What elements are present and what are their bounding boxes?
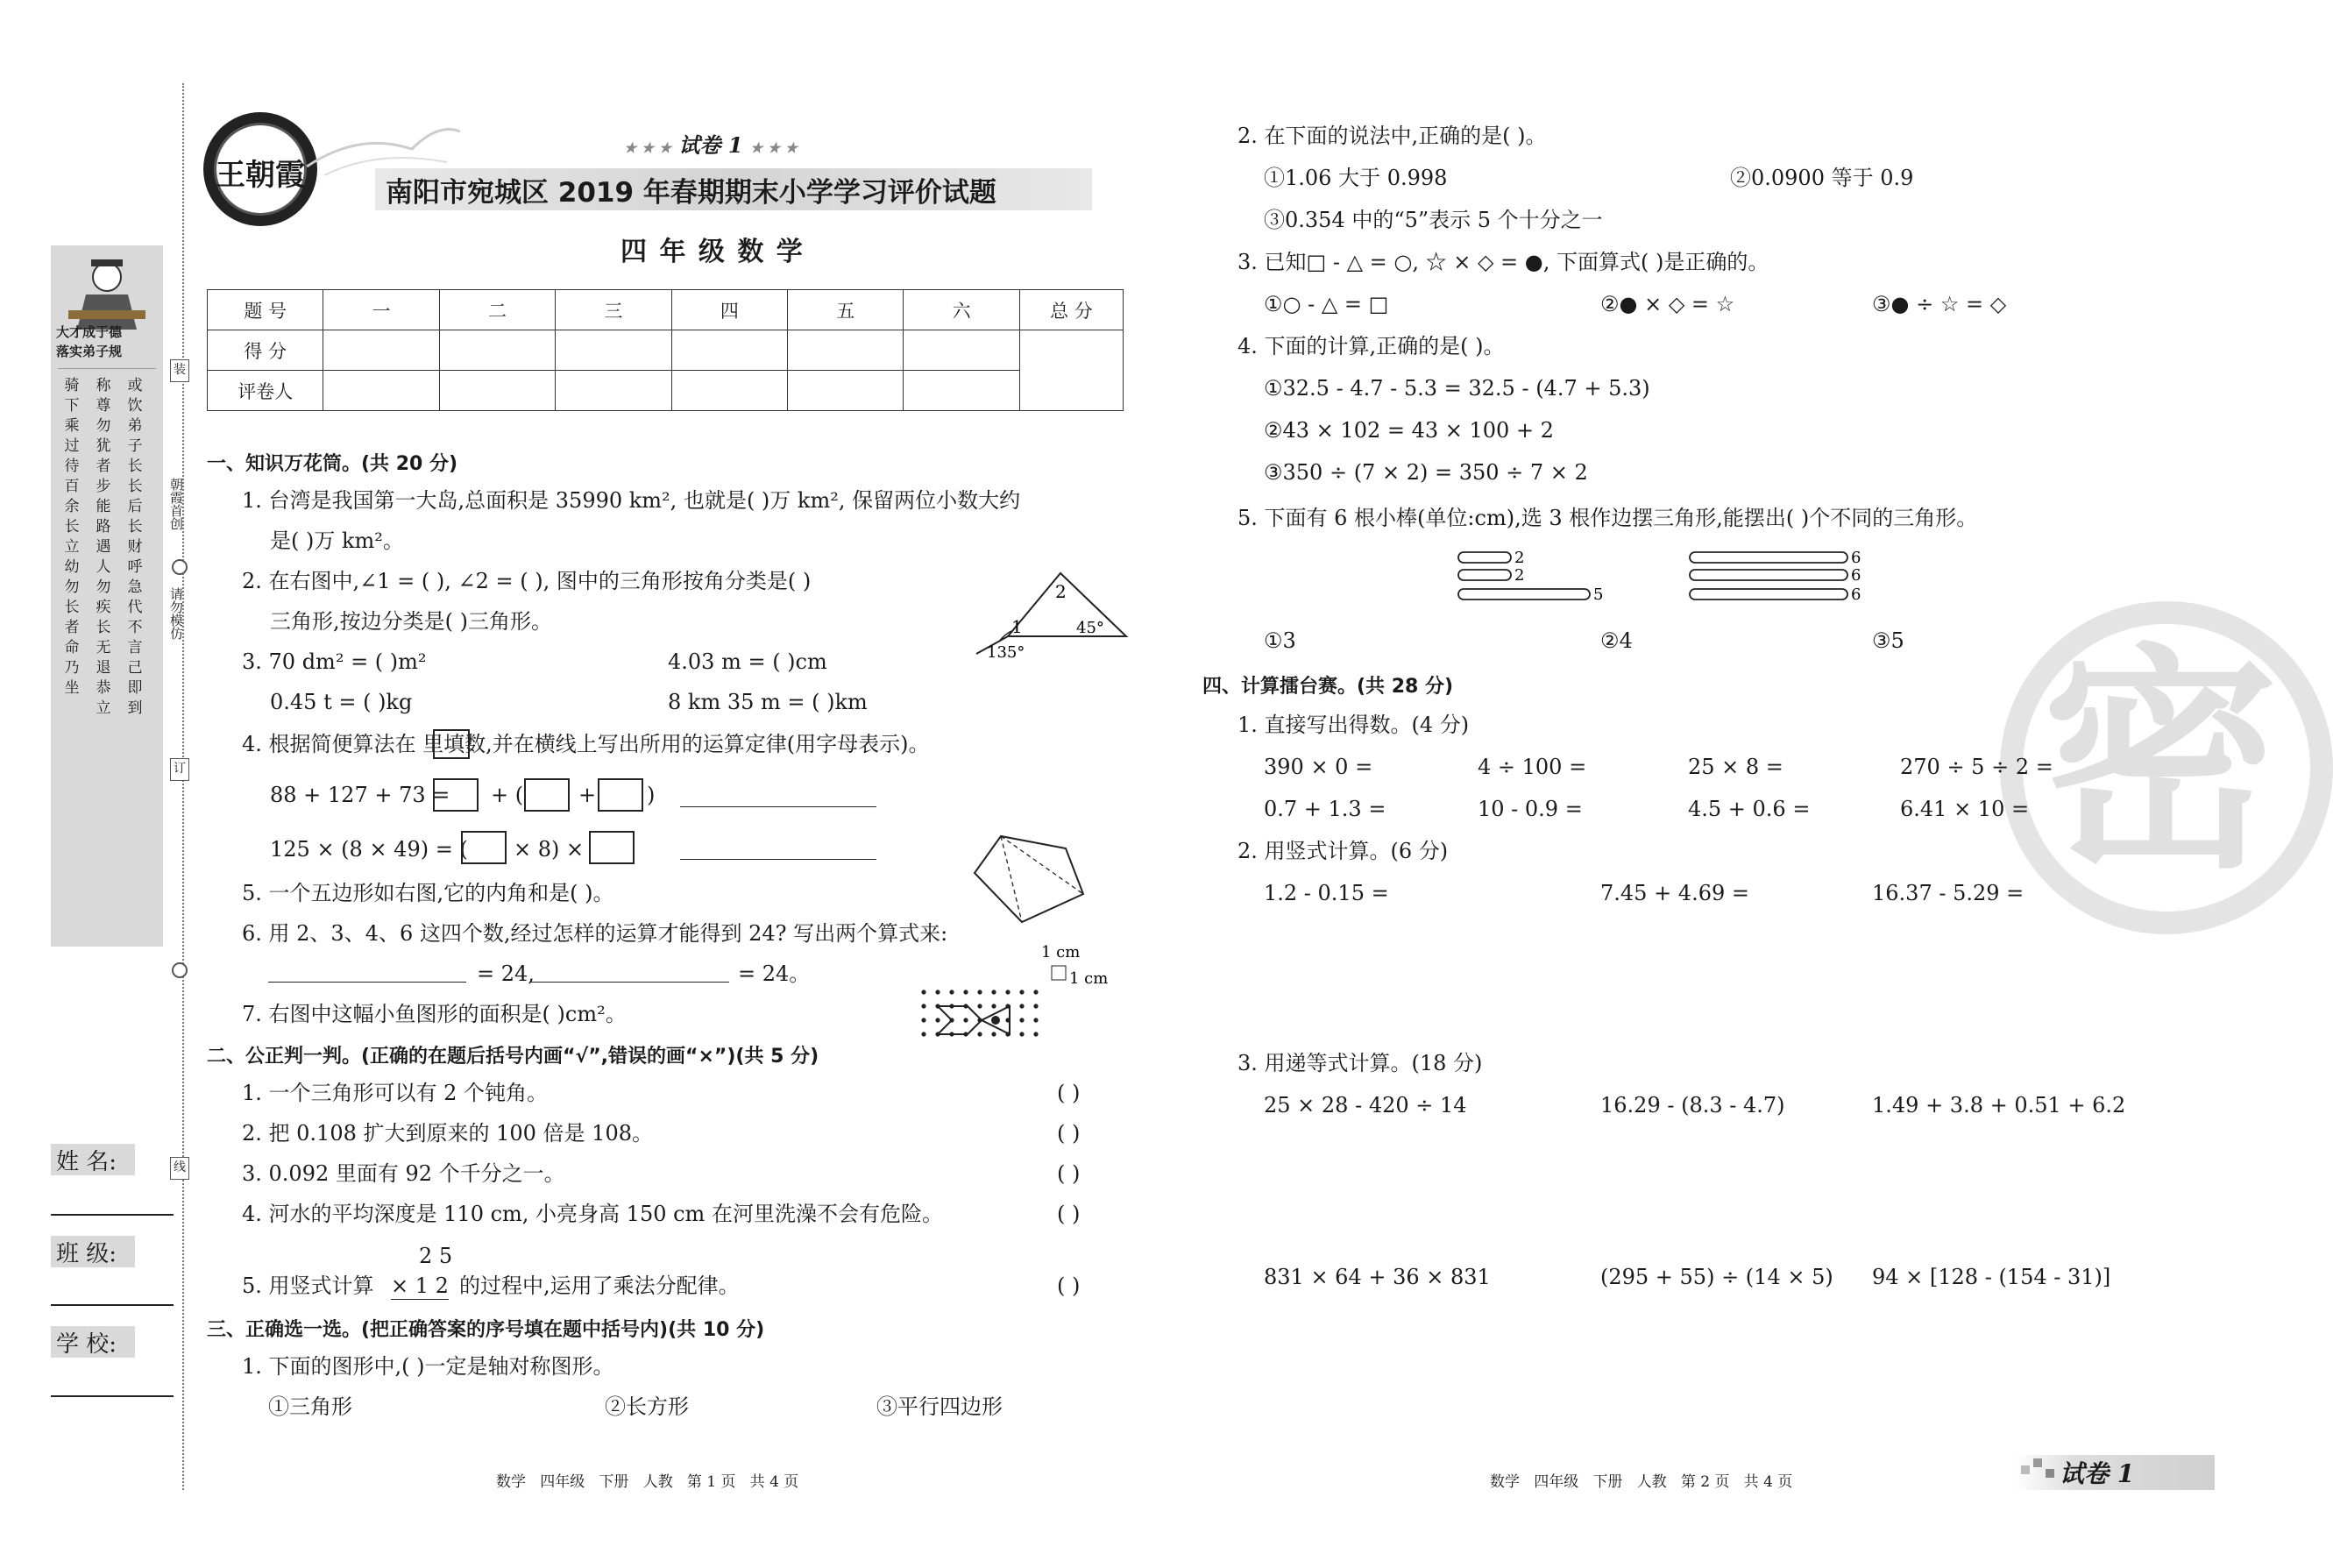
grid-dot — [935, 990, 940, 994]
binding-mark-2: 订 — [170, 758, 189, 781]
q1-5: 5. 一个五边形如右图,它的内角和是( )。 — [242, 881, 614, 905]
q1-4-box-sample — [433, 729, 470, 759]
choice-4-question: 4. 下面的计算,正确的是( )。 — [1237, 334, 1505, 358]
calc-1-title: 1. 直接写出得数。(4 分) — [1237, 713, 1470, 737]
choice-3-option-3: ③● ÷ ☆ = ◇ — [1872, 292, 2007, 316]
grader-cell[interactable] — [323, 371, 439, 411]
q1-3-d: 8 km 35 m = ( )km — [668, 690, 868, 714]
q1-1-line1: 1. 台湾是我国第一大岛,总面积是 35990 km², 也就是( )万 km², 保留两位小数大约 — [242, 488, 1021, 513]
judge-item-3: 3. 0.092 里面有 92 个千分之一。 — [242, 1161, 565, 1186]
grader-cell[interactable] — [556, 371, 671, 411]
grid-unit-label-1: 1 cm — [1041, 943, 1081, 961]
calc-3-item-5: (295 + 55) ÷ (14 × 5) — [1600, 1265, 1833, 1289]
calc-2-item-2: 7.45 + 4.69 = — [1600, 881, 1749, 905]
binding-hole-2 — [172, 559, 188, 575]
score-row-label: 得 分 — [208, 330, 323, 371]
calc-3-item-6: 94 × [128 - (154 - 31)] — [1872, 1265, 2111, 1289]
slogan-line-1: 大才成于德 — [56, 324, 123, 340]
slogan-line-2: 落实弟子规 — [56, 344, 123, 359]
q1-4-box-5[interactable] — [589, 831, 635, 864]
triangle-label-1: 1 — [1011, 616, 1023, 637]
judge-item-4: 4. 河水的平均深度是 110 cm, 小亮身高 150 cm 在河里洗澡不会有危险。 — [242, 1202, 943, 1226]
stick-label-6: 6 — [1851, 585, 1861, 604]
exam-title: 南阳市宛城区 2019 年春期期末小学学习评价试题 — [386, 177, 996, 209]
q1-7: 7. 右图中这幅小鱼图形的面积是( )cm²。 — [242, 1002, 627, 1026]
choice-3-question: 3. 已知□ - △ = ○, ☆ × ◇ = ●, 下面算式( )是正确的。 — [1237, 250, 1769, 274]
class-field[interactable] — [51, 1304, 174, 1306]
grid-dot — [991, 1032, 996, 1036]
grid-dot — [977, 1004, 982, 1008]
triangle-label-135: 135° — [987, 643, 1025, 662]
score-header-7: 总 分 — [1019, 290, 1123, 330]
score-cell[interactable] — [323, 330, 439, 371]
choice-1-option-2: ②长方形 — [605, 1394, 689, 1419]
grid-dot — [1019, 1032, 1024, 1036]
pentagon-figure — [971, 831, 1094, 927]
calc-2-title: 2. 用竖式计算。(6 分) — [1237, 839, 1449, 863]
binding-line — [182, 83, 184, 1490]
calc-3-item-1: 25 × 28 - 420 ÷ 14 — [1264, 1093, 1467, 1117]
q1-4-row1-c: + — [578, 783, 597, 807]
calc-1-item-7: 4.5 + 0.6 = — [1688, 797, 1811, 821]
judge-bracket-4[interactable]: ( ) — [1057, 1202, 1081, 1226]
choice-5-option-3: ③5 — [1872, 628, 1904, 653]
q1-4-prompt: 4. 根据简便算法在 里填数,并在横线上写出所用的运算定律(用字母表示)。 — [242, 732, 930, 756]
stick-label-4: 6 — [1851, 549, 1861, 567]
choice-3-option-2: ②● × ◇ = ☆ — [1600, 292, 1735, 316]
score-cell[interactable] — [904, 330, 1019, 371]
brand-logo-text: 王朝霞 — [216, 158, 305, 193]
choice-2-option-2: ②0.0900 等于 0.9 — [1730, 166, 1914, 190]
q1-4-law-line-1[interactable] — [680, 806, 876, 807]
triangle-figure — [973, 566, 1131, 663]
judge-bracket-1[interactable]: ( ) — [1057, 1081, 1081, 1105]
score-header-1: 一 — [323, 290, 439, 330]
calc-1-item-2: 4 ÷ 100 = — [1478, 755, 1587, 779]
choice-5-option-2: ②4 — [1600, 628, 1633, 653]
q1-3-a: 3. 70 dm² = ( )m² — [242, 649, 427, 674]
score-cell[interactable] — [671, 330, 787, 371]
exam-subject: 四 年 级 数 学 — [620, 237, 805, 267]
score-header-0: 题 号 — [208, 290, 323, 330]
verse-column-2: 称尊勿犹者步能路遇人勿疾长无退恭立 — [96, 377, 111, 717]
choice-5-question: 5. 下面有 6 根小棒(单位:cm),选 3 根作边摆三角形,能摆出( )个不同的三角形。 — [1237, 506, 1978, 530]
section-1-title: 一、知识万花筒。(共 20 分) — [207, 453, 458, 475]
grid-dot — [1019, 990, 1024, 994]
grid-dot — [977, 1032, 982, 1036]
judge-item-1: 1. 一个三角形可以有 2 个钝角。 — [242, 1081, 549, 1105]
calc-2-item-3: 16.37 - 5.29 = — [1872, 881, 2025, 905]
score-cell[interactable] — [788, 330, 904, 371]
grid-dot — [935, 1018, 940, 1022]
choice-1-question: 1. 下面的图形中,( )一定是轴对称图形。 — [242, 1354, 614, 1379]
score-header-5: 五 — [788, 290, 904, 330]
verse-column-3: 或饮弟子长长后长财呼急代不言己即到 — [127, 377, 143, 717]
footer-right: 数学 四年级 下册 人教 第 2 页 共 4 页 — [1490, 1473, 1793, 1491]
judge-item-2: 2. 把 0.108 扩大到原来的 100 倍是 108。 — [242, 1121, 653, 1146]
grid-dot — [963, 1018, 968, 1022]
choice-2-option-1: ①1.06 大于 0.998 — [1264, 166, 1448, 190]
grid-dot — [921, 1018, 925, 1022]
q1-1-line2: 是( )万 km²。 — [270, 529, 404, 553]
triangle-label-45: 45° — [1076, 619, 1104, 637]
judge-bracket-3[interactable]: ( ) — [1057, 1161, 1081, 1186]
calc-1-item-4: 270 ÷ 5 ÷ 2 = — [1900, 755, 2053, 779]
series-text: 试卷 1 — [678, 132, 743, 158]
binding-mark-1: 装 — [170, 359, 189, 382]
choice-1-option-3: ③平行四边形 — [876, 1394, 1003, 1419]
grid-dot — [1033, 990, 1038, 994]
name-field[interactable] — [51, 1214, 174, 1216]
choice-5-option-1: ①3 — [1264, 628, 1296, 653]
judge-5-vertical-top: 2 5 — [419, 1244, 453, 1268]
grid-dot — [1033, 1032, 1038, 1036]
q1-4-box-4[interactable] — [461, 831, 507, 864]
score-table — [207, 289, 1124, 411]
judge-bracket-5[interactable]: ( ) — [1057, 1274, 1081, 1298]
grid-dot — [1019, 1018, 1024, 1022]
q1-2-line1: 2. 在右图中,∠1 = ( ), ∠2 = ( ), 图中的三角形按角分类是( ) — [242, 569, 812, 593]
binding-mark-3: 线 — [170, 1157, 189, 1180]
choice-4-option-3: ③350 ÷ (7 × 2) = 350 ÷ 7 × 2 — [1264, 460, 1588, 485]
grid-dot — [1033, 1004, 1038, 1008]
confidential-stamp-char: 密 — [2042, 624, 2279, 900]
q1-3-c: 0.45 t = ( )kg — [270, 690, 413, 714]
judge-5-vertical-bottom: × 1 2 — [391, 1274, 449, 1298]
q1-2-line2: 三角形,按边分类是( )三角形。 — [270, 609, 552, 634]
score-header-6: 六 — [904, 290, 1019, 330]
stick-label-2: 2 — [1514, 566, 1525, 585]
calc-3-item-4: 831 × 64 + 36 × 831 — [1264, 1265, 1491, 1289]
corner-tag-square-1 — [2021, 1465, 2030, 1474]
section-3-title: 三、正确选一选。(把正确答案的序号填在题中括号内)(共 10 分) — [207, 1319, 765, 1341]
grid-dot — [977, 990, 982, 994]
footer-left: 数学 四年级 下册 人教 第 1 页 共 4 页 — [496, 1473, 799, 1491]
q1-4-row1-b: + ( — [491, 783, 524, 807]
score-header-4: 四 — [671, 290, 787, 330]
calc-1-item-8: 6.41 × 10 = — [1900, 797, 2030, 821]
total-score-cell[interactable] — [1019, 330, 1123, 411]
fish-grid-figure — [911, 941, 1122, 1038]
grader-cell[interactable] — [439, 371, 555, 411]
grid-unit-label-2: 1 cm — [1069, 969, 1109, 988]
grader-row-label: 评卷人 — [208, 371, 323, 411]
choice-4-option-2: ②43 × 102 = 43 × 100 + 2 — [1264, 418, 1554, 443]
q1-6-eq-2: = 24。 — [738, 961, 811, 986]
q1-6-answer-line-1[interactable] — [268, 982, 466, 983]
q1-4-box-1[interactable] — [433, 778, 479, 812]
grid-dot — [921, 1032, 925, 1036]
judge-5-tail: 的过程中,运用了乘法分配律。 — [459, 1274, 740, 1298]
grid-dot — [1019, 1004, 1024, 1008]
school-field[interactable] — [51, 1395, 174, 1397]
judge-item-5: 5. 用竖式计算 — [242, 1274, 374, 1298]
grader-cell[interactable] — [788, 371, 904, 411]
choice-1-option-1: ①三角形 — [268, 1394, 352, 1419]
name-label: 姓 名: — [51, 1144, 135, 1175]
sticks-figure — [1455, 549, 1876, 610]
grid-dot — [991, 990, 996, 994]
calc-3-item-2: 16.29 - (8.3 - 4.7) — [1600, 1093, 1785, 1117]
grid-dot — [1033, 1018, 1038, 1022]
school-label: 学 校: — [51, 1326, 135, 1358]
q1-4-box-3[interactable] — [598, 778, 643, 812]
verse-block — [58, 368, 156, 929]
verse-column-1: 骑下乘过待百余长立幼勿长者命乃坐 — [64, 377, 80, 697]
stick-label-5: 6 — [1851, 566, 1861, 585]
q1-3-b: 4.03 m = ( )cm — [668, 649, 827, 674]
grid-dot — [963, 990, 968, 994]
section-2-title: 二、公正判一判。(正确的在题后括号内画“√”,错误的画“×”)(共 5 分) — [207, 1046, 819, 1068]
judge-bracket-2[interactable]: ( ) — [1057, 1121, 1081, 1146]
calc-3-item-3: 1.49 + 3.8 + 0.51 + 6.2 — [1872, 1093, 2126, 1117]
choice-2-question: 2. 在下面的说法中,正确的是( )。 — [1237, 124, 1547, 148]
q1-4-row1-d: ) — [647, 783, 656, 807]
corner-tag-text: 试卷 1 — [2060, 1459, 2135, 1488]
choice-2-option-3: ③0.354 中的“5”表示 5 个十分之一 — [1264, 208, 1603, 232]
slogan-panel — [51, 245, 163, 947]
stick-label-3: 5 — [1593, 585, 1604, 604]
grid-dot — [921, 1004, 925, 1008]
grid-dot — [991, 1004, 996, 1008]
stick-label-1: 2 — [1514, 549, 1525, 567]
calc-3-title: 3. 用递等式计算。(18 分) — [1237, 1051, 1483, 1075]
score-header-3: 三 — [556, 290, 671, 330]
calc-1-item-3: 25 × 8 = — [1688, 755, 1783, 779]
triangle-label-2: 2 — [1055, 581, 1067, 602]
q1-6-eq-1: = 24, — [477, 961, 535, 986]
score-header-2: 二 — [439, 290, 555, 330]
q1-4-row1-a: 88 + 127 + 73 = — [270, 783, 450, 807]
q1-6: 6. 用 2、3、4、6 这四个数,经过怎样的运算才能得到 24? 写出两个算式来: — [242, 921, 948, 946]
corner-tag-square-2 — [2033, 1458, 2042, 1467]
choice-3-option-1: ①○ - △ = □ — [1264, 292, 1389, 316]
grader-cell[interactable] — [904, 371, 1019, 411]
q1-4-law-line-2[interactable] — [680, 859, 876, 860]
grid-dot — [1005, 990, 1010, 994]
calc-1-item-6: 10 - 0.9 = — [1478, 797, 1583, 821]
q1-6-answer-line-2[interactable] — [531, 982, 729, 983]
grader-cell[interactable] — [671, 371, 787, 411]
calc-1-item-5: 0.7 + 1.3 = — [1264, 797, 1386, 821]
brand-logo — [203, 112, 317, 226]
q1-4-row2-b: × 8) × — [514, 837, 585, 862]
score-cell[interactable] — [439, 330, 555, 371]
calc-1-item-1: 390 × 0 = — [1264, 755, 1373, 779]
side-mid-text-1: 朝霞首创 — [168, 478, 184, 530]
grid-dot — [949, 990, 954, 994]
side-mid-text-2: 请勿模仿 — [168, 587, 184, 640]
score-cell[interactable] — [556, 330, 671, 371]
binding-hole-1 — [172, 962, 188, 978]
section-4-title: 四、计算擂台赛。(共 28 分) — [1202, 676, 1454, 698]
calc-2-item-1: 1.2 - 0.15 = — [1264, 881, 1389, 905]
choice-4-option-1: ①32.5 - 4.7 - 5.3 = 32.5 - (4.7 + 5.3) — [1264, 376, 1650, 401]
grid-dot — [921, 990, 925, 994]
q1-4-box-2[interactable] — [524, 778, 570, 812]
corner-tag-square-3 — [2046, 1469, 2054, 1478]
class-label: 班 级: — [51, 1236, 135, 1267]
q1-4-row2-a: 125 × (8 × 49) = ( — [270, 837, 468, 862]
series-label: ★ ★ ★ 试卷 1 ★ ★ ★ — [624, 132, 798, 158]
